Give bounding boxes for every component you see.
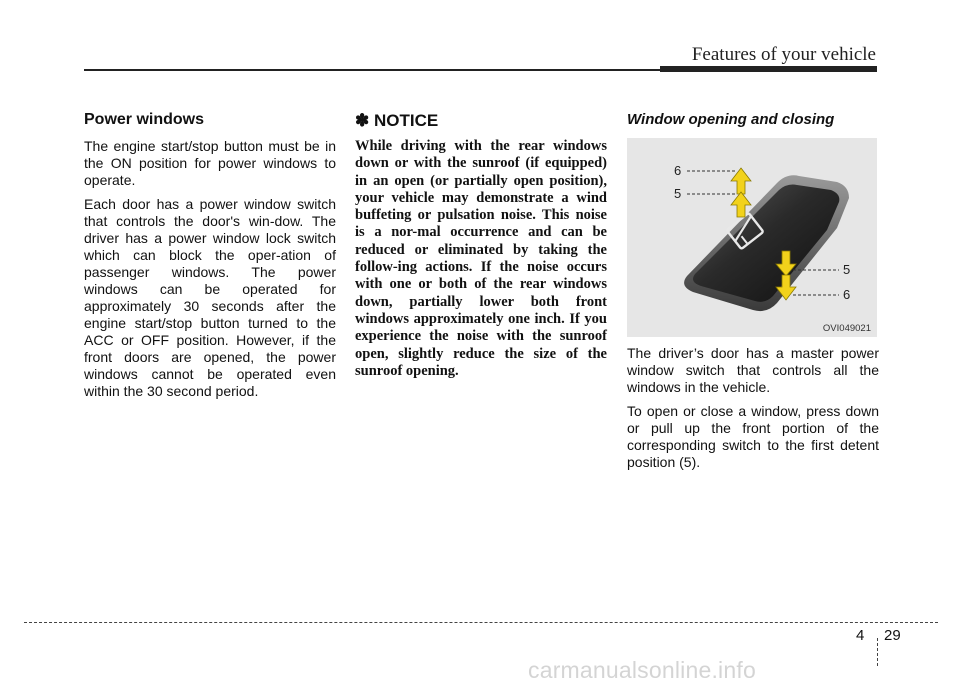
notice-heading <box>355 111 607 131</box>
column-power-windows <box>84 111 336 407</box>
header-title: Features of your vehicle <box>691 44 876 65</box>
footer-divider <box>877 638 878 666</box>
figure-code: OVI049021 <box>822 323 871 334</box>
paragraph: The driver’s door has a master power window switch that controls all the windows in the vehicle. <box>627 345 879 395</box>
arrow-up-first <box>731 168 751 194</box>
label-up-first: 6 <box>674 163 682 178</box>
notice-label: NOTICE <box>373 111 439 130</box>
watermark: carmanualsonline.info <box>528 657 756 683</box>
header-rule <box>84 69 660 71</box>
label-down-first: 5 <box>843 262 851 277</box>
footer-rule <box>24 622 938 623</box>
notice-star-icon: ✽ <box>355 111 370 130</box>
notice-text: While driving with the rear windows down or with the sunroof (if equipped) in an open (or partially open position), your vehicle may demonstrate a wind buffeting or pulsation noise. This noise is a nor-mal occurrence and can be reduced or eliminated by taking the follow-ing actions. If the noise occurs with one or both of the rear windows down, partially lower both front windows approximately one inch. If you experience the noise with the sunroof open, slightly reduce the size of the sunroof opening. <box>355 138 607 379</box>
label-up-second: 5 <box>674 186 682 201</box>
section-heading: Power windows <box>84 111 205 128</box>
chapter-number: 4 <box>856 627 865 644</box>
paragraph: The engine start/stop button must be in the ON position for power windows to operate. <box>84 138 336 188</box>
label-down-second: 6 <box>843 287 851 302</box>
paragraph: Each door has a power window switch that controls the door's win-dow. The driver has a power window lock switch which can block the oper-ation of passenger windows. The power windows can be operated for approximately 30 seconds after the engine start/stop button turned to the ACC or OFF position. However, if the front doors are opened, the power windows cannot be operated even within the 30 second period. <box>84 196 336 399</box>
subsection-heading: Window opening and closing <box>627 111 835 128</box>
switch-figure <box>627 138 877 337</box>
paragraph: To open or close a window, press down or pull up the front portion of the corresponding switch to the first detent position (5). <box>627 403 879 470</box>
page-number: 29 <box>884 627 901 644</box>
column-notice <box>355 111 607 380</box>
window-switch-illustration <box>627 138 877 337</box>
header-rule-accent <box>660 66 877 72</box>
column-window-opening <box>627 111 879 478</box>
